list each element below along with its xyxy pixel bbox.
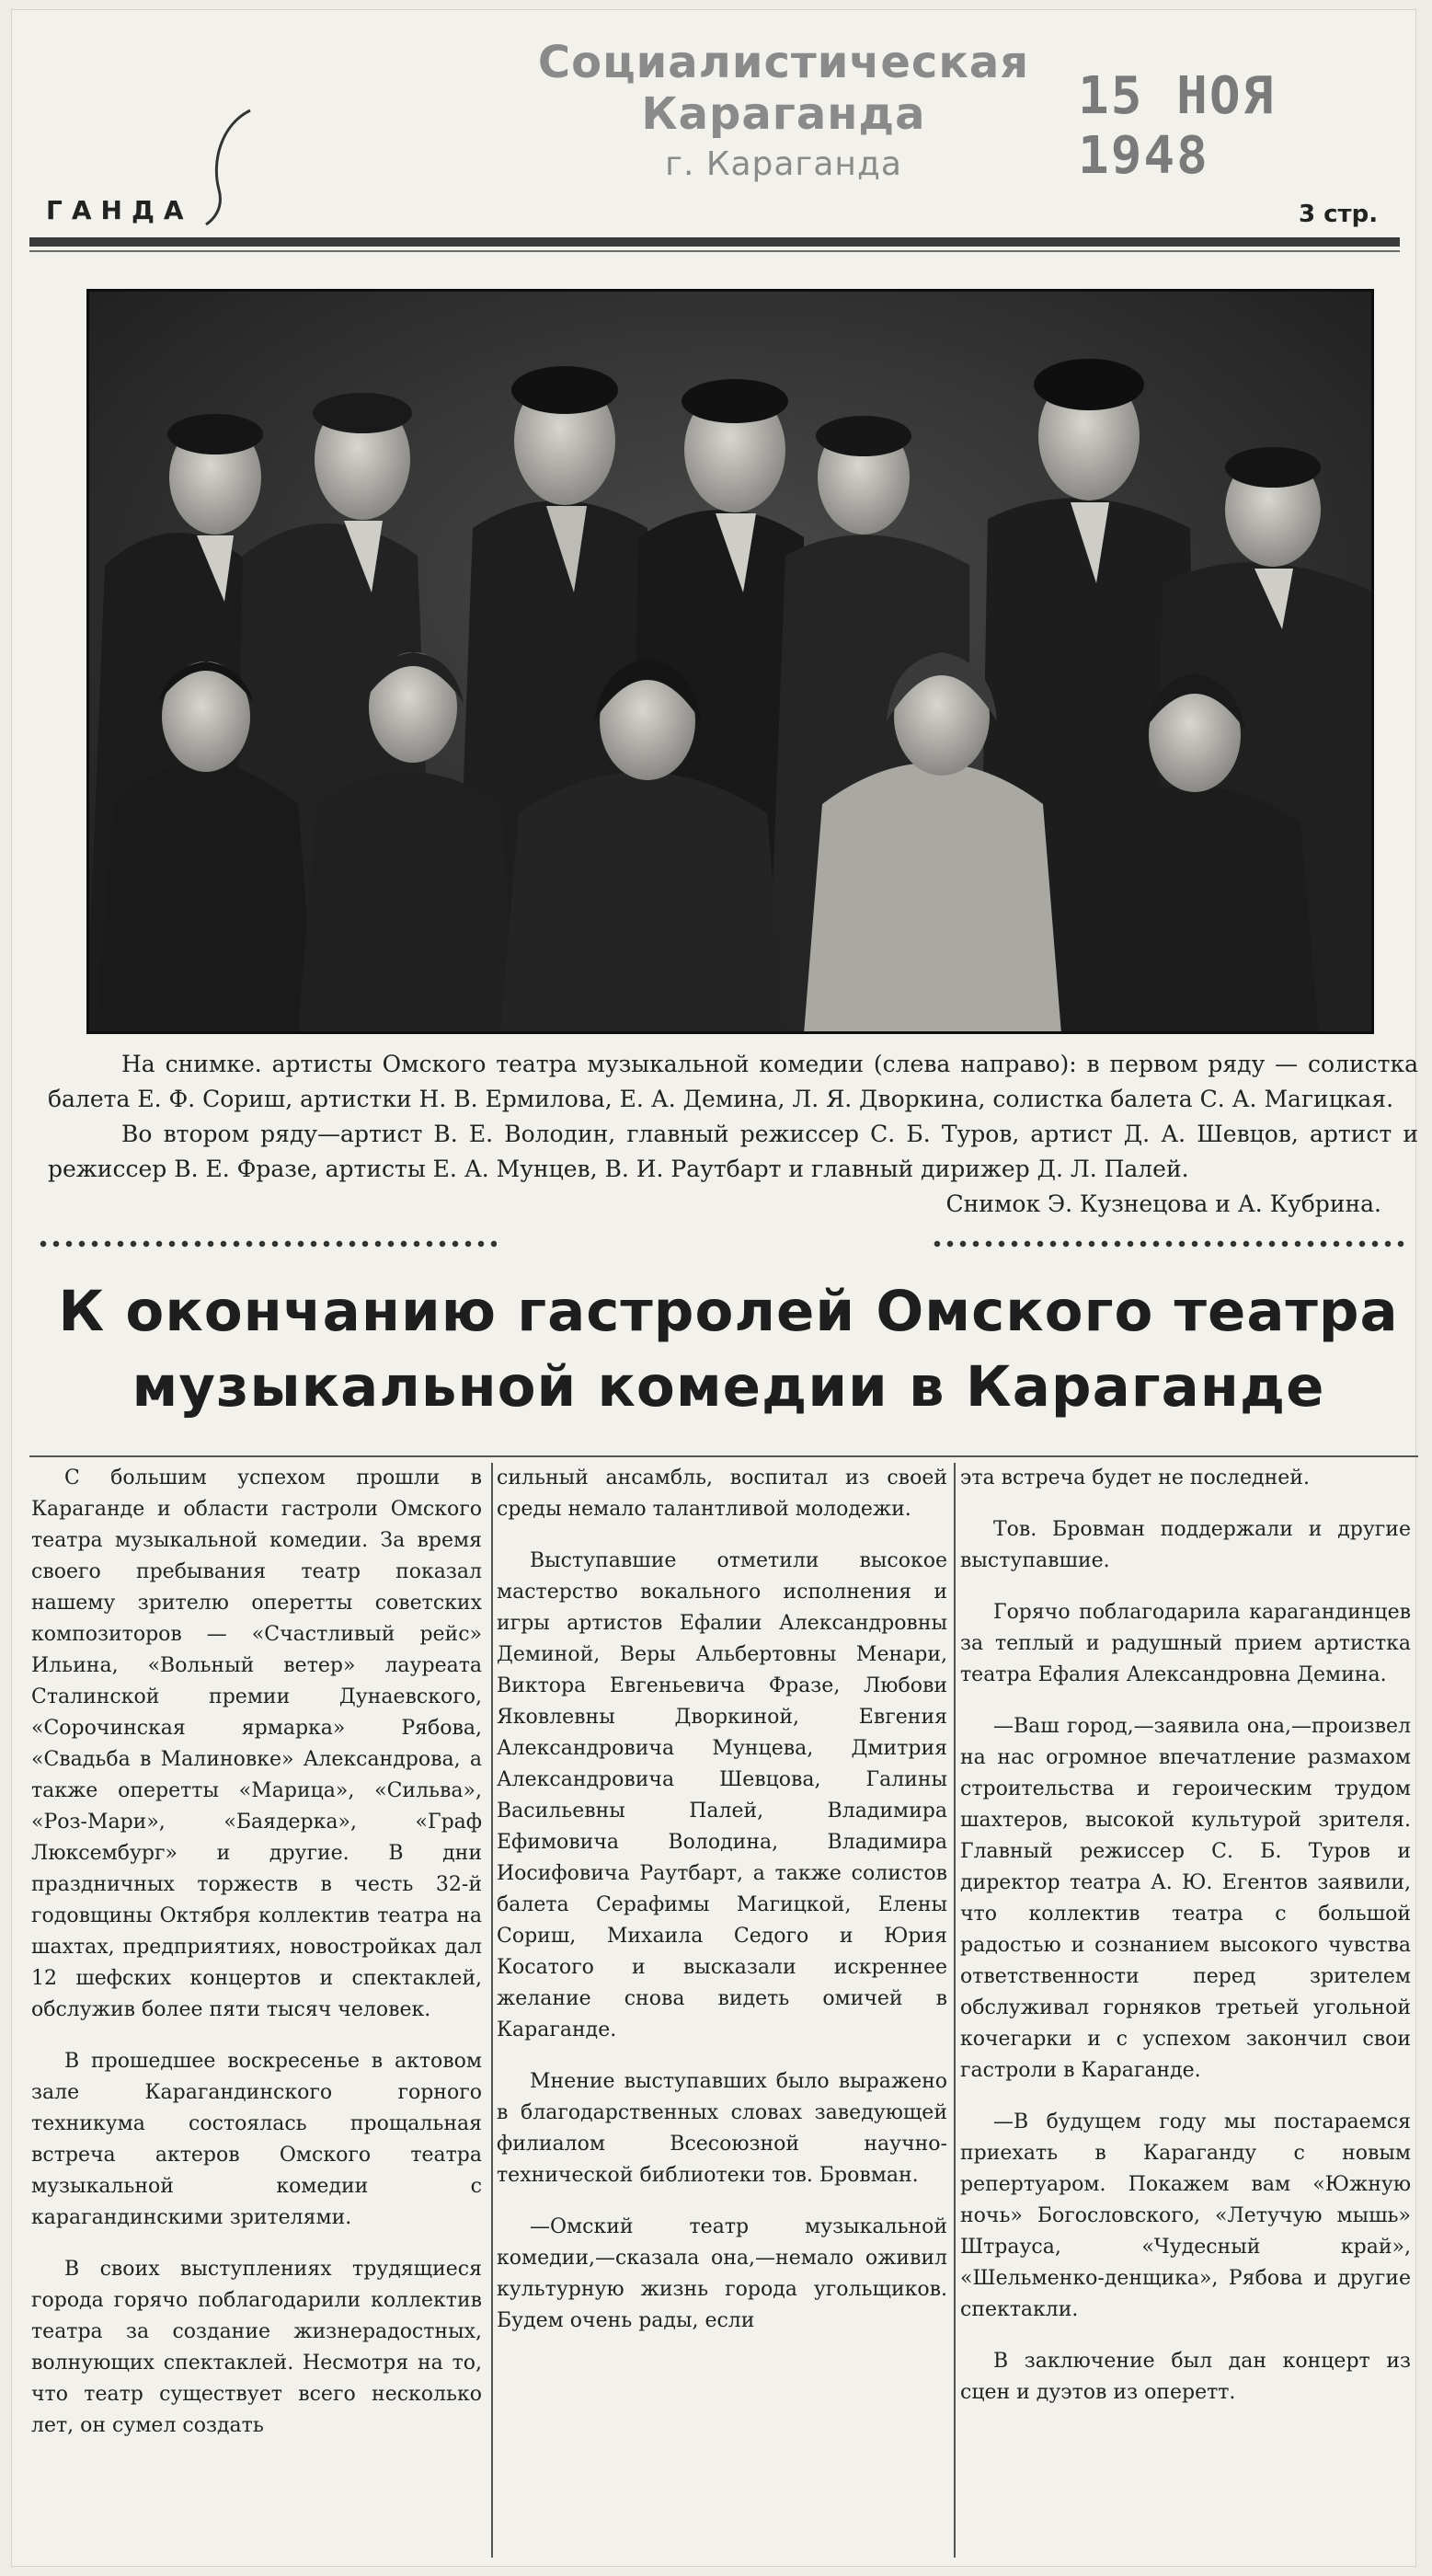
paragraph: —В будущем году мы постараемся приехать в Караганду с новым репертуаром. Покажем вам «Южную ночь» Богословского, «Летучую мышь» Штрауса, «Чудесный край», «Шельменко-денщика», Рябова и другие спектакли. — [960, 2110, 1411, 2321]
paragraph: В заключение был дан концерт из сцен и дуэтов из оперетт. — [960, 2350, 1411, 2404]
paragraph: сильный ансамбль, воспитал из своей среды немало талантливой молодежи. — [497, 1466, 947, 1521]
archive-stamp — [526, 37, 1041, 183]
group-photo-image — [86, 289, 1374, 1034]
masthead-fragment: ГАНДА — [46, 195, 193, 225]
paragraph: С большим успехом прошли в Караганде и области гастроли Омского театра музыкальной комедии. За время своего пребывания театр показал нашему зрителю оперетты советских композиторов — «Счастливый рейс» Ильина, «Вольный ветер» лауреата Сталинской премии Дунаевского, «Сорочинская ярмарка» Рябова, «Свадьба в Малиновке» Александрова, а также оперетты «Марица», «Сильва», «Роз-Мари», «Баядерка», «Граф Люксембург» и другие. В дни праздничных торжеств в честь 32-й годовщины Октября коллектив театра на шахтах, предприятиях, новостройках дал 12 шефских концертов и спектаклей, обслужив более пяти тысяч человек. — [31, 1466, 482, 2021]
article-headline — [29, 1274, 1427, 1425]
paragraph: Тов. Бровман поддержали и другие выступавшие. — [960, 1518, 1411, 1572]
article-column-1 — [31, 1463, 482, 2462]
paragraph: —Ваш город,—заявила она,—произвел на нас огромное впечатление размахом строительства и героическим трудом шахтеров, высокой культурой зрителя. Главный режиссер С. Б. Туров и директор театра А. Ю. Егентов заявили, что коллектив театра с большой радостью и сознанием высокого чувства ответственности перед зрителем обслуживал горняков третьей угольной кочегарки и с успехом закончил свои гастроли в Караганде. — [960, 1715, 1411, 2082]
date-stamp: 15 НОЯ 1948 — [1078, 66, 1276, 186]
stamp-city: г. Караганда — [665, 145, 902, 183]
stamp-paper-name: Социалистическая Караганда — [537, 37, 1030, 140]
paragraph: эта встреча будет не последней. — [960, 1466, 1310, 1489]
headline-line: музыкальной комедии в Караганде — [132, 1354, 1325, 1420]
article-column-2 — [497, 1463, 947, 2357]
paragraph: Мнение выступавших было выражено в благодарственных словах заведующей филиалом Всесоюзной научно-технической библиотеки тов. Бровман. — [497, 2070, 947, 2187]
paragraph: Горячо поблагодарила карагандинцев за теплый и радушный прием артистка театра Ефалия Александровна Демина. — [960, 1601, 1411, 1686]
ink-mark — [202, 107, 258, 226]
column-rule — [491, 1463, 493, 2558]
newspaper-clipping — [11, 9, 1416, 2567]
photo-credit: Снимок Э. Кузнецова и А. Кубрина. — [945, 1190, 1381, 1217]
paragraph: Выступавшие отметили высокое мастерство вокального исполнения и игры артистов Ефалии Александровны Деминой, Веры Альбертовны Менари, Виктора Евгеньевича Фразе, Любови Яковлевны Дворкиной, Евгения Александровича Мунцева, Дмитрия Александровича Шевцова, Галины Васильевны Палей, Владимира Ефимовича Володина, Владимира Иосифовича Раутбарт, а также солистов балета Серафимы Магицкой, Елены Сориш, Михаила Седого и Юрия Косатого и высказали искреннее желание снова видеть омичей в Караганде. — [497, 1549, 947, 2041]
page-number: 3 стр. — [1299, 201, 1379, 228]
masthead-rule — [29, 237, 1400, 247]
column-rule — [954, 1463, 956, 2558]
caption-line: На снимке. артисты Омского театра музыкальной комедии (слева направо): в первом ряду — солистка балета Е. Ф. Сориш, артистки Н. В. Ермилова, Е. А. Демина, Л. Я. Дворкина, солистка балета С. А. Магицкая. — [48, 1051, 1418, 1112]
dotted-separator — [931, 1239, 1409, 1248]
article-column-3 — [960, 1463, 1411, 2429]
caption-line: Во втором ряду—артист В. Е. Володин, главный режиссер С. Б. Туров, артист Д. А. Шевцов, артист и режиссер В. Е. Фразе, артисты Е. А. Мунцев, В. И. Раутбарт и главный дирижер Д. Л. Палей. — [48, 1121, 1418, 1182]
masthead-rule-thin — [29, 250, 1400, 252]
headline-line: К окончанию гастролей Омского театра — [58, 1279, 1399, 1344]
dotted-separator — [37, 1239, 497, 1248]
paragraph: В своих выступлениях трудящиеся города горячо поблагодарили коллектив театра за создание жизнерадостных, волнующих спектаклей. Несмотря на то, что театр существует всего несколько лет, он сумел создать — [31, 2258, 482, 2437]
group-photo — [86, 289, 1374, 1034]
paragraph: —Омский театр музыкальной комедии,—сказала она,—немало оживил культурную жизнь города угольщиков. Будем очень рады, если — [497, 2215, 947, 2332]
photo-caption — [48, 1047, 1418, 1222]
headline-rule — [29, 1455, 1418, 1457]
paragraph: В прошедшее воскресенье в актовом зале Карагандинского горного техникума состоялась прощальная встреча актеров Омского театра музыкальной комедии с карагандинскими зрителями. — [31, 2050, 482, 2229]
